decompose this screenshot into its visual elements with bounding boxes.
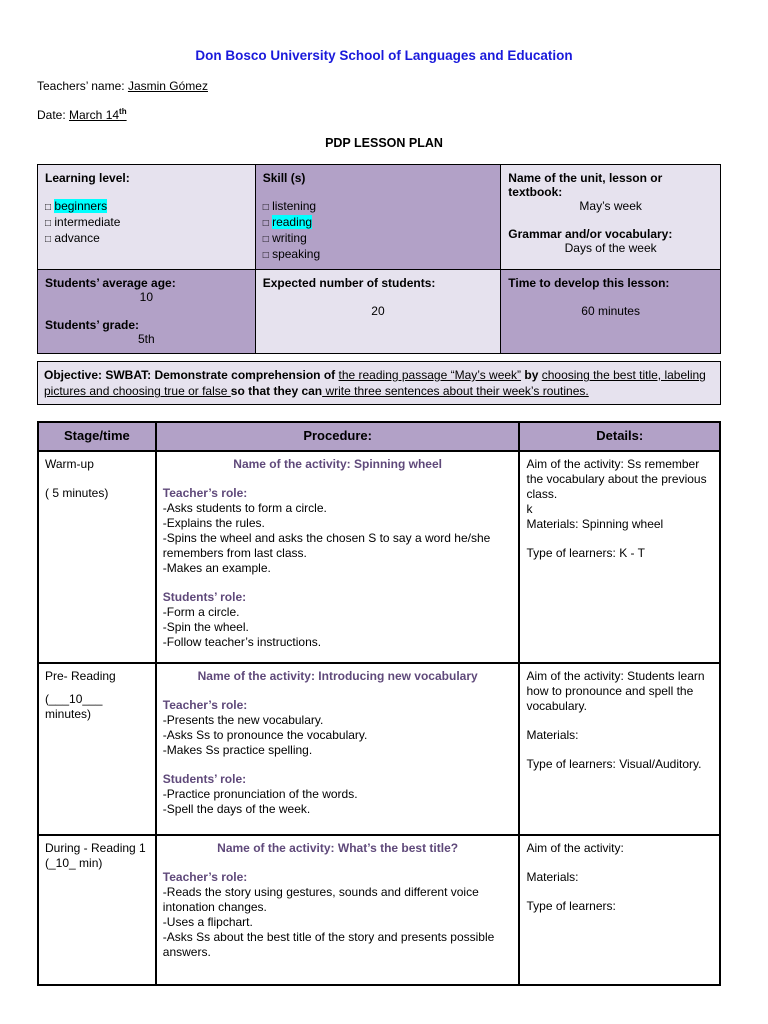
materials-text: Materials: Spinning wheel <box>526 517 664 531</box>
header-stage: Stage/time <box>38 422 156 451</box>
learning-level-label: Learning level: <box>45 171 130 185</box>
age-grade-cell <box>38 270 256 354</box>
date-line <box>37 107 127 122</box>
expected-label: Expected number of students: <box>262 276 436 290</box>
learners-text: Type of learners: <box>526 899 616 913</box>
learners-text: Type of learners: K - T <box>526 546 645 560</box>
procedure-cell <box>156 663 520 835</box>
teacher-name-label: Teachers’ name: <box>37 79 128 93</box>
expected-cell <box>255 270 501 354</box>
unit-value: May’s week <box>579 199 642 213</box>
list-item: -Asks students to form a circle. <box>162 501 327 515</box>
teacher-name-value: Jasmin Gómez <box>127 79 208 93</box>
list-item: -Explains the rules. <box>162 516 265 530</box>
institution-title: Don Bosco University School of Languages and Education <box>195 48 573 63</box>
objective-box <box>37 361 721 405</box>
materials-text: Materials: <box>526 728 579 742</box>
aim-text: Aim of the activity: <box>526 841 624 855</box>
age-value: 10 <box>139 290 154 304</box>
learners-text: Type of learners: Visual/Auditory. <box>526 757 702 771</box>
list-item: -Practice pronunciation of the words. <box>162 787 358 801</box>
unit-cell <box>501 165 721 270</box>
teacher-name-line <box>37 79 208 93</box>
table-row <box>38 663 720 835</box>
header-details: Details: <box>519 422 720 451</box>
level-option: □ beginners <box>45 199 108 213</box>
list-item: -Asks Ss to pronounce the vocabulary. <box>162 728 368 742</box>
details-cell <box>519 663 720 835</box>
skill-cell <box>255 165 501 270</box>
grade-value: 5th <box>138 332 155 346</box>
unit-label: Name of the unit, lesson or textbook: <box>508 171 663 199</box>
level-option: □ intermediate <box>45 215 121 229</box>
list-item: -Uses a flipchart. <box>162 915 253 929</box>
table-row <box>38 451 720 663</box>
teacher-role-label: Teacher’s role: <box>162 698 248 712</box>
expected-value: 20 <box>371 304 385 318</box>
skill-label: Skill (s) <box>262 171 306 185</box>
grade-label: Students’ grade: <box>45 318 140 332</box>
list-item: -Spell the days of the week. <box>162 802 311 816</box>
activity-name: Name of the activity: Spinning wheel <box>233 457 442 471</box>
activity-name: Name of the activity: What’s the best title? <box>217 841 459 855</box>
grammar-label: Grammar and/or vocabulary: <box>508 227 673 241</box>
info-table <box>37 164 721 354</box>
list-item: -Reads the story using gestures, sounds and different voice intonation changes. <box>162 885 479 914</box>
materials-text: Materials: <box>526 870 579 884</box>
list-item: -Makes Ss practice spelling. <box>162 743 313 757</box>
time-value: 60 minutes <box>581 304 640 318</box>
procedure-cell <box>156 451 520 663</box>
time-label: Time to develop this lesson: <box>508 276 670 290</box>
details-cell <box>519 835 720 985</box>
teacher-role-label: Teacher’s role: <box>162 870 248 884</box>
aim-text: Aim of the activity: Ss remember the vocabulary about the previous class. <box>526 457 707 501</box>
time-cell <box>501 270 721 354</box>
table-row <box>38 835 720 985</box>
list-item: -Makes an example. <box>162 561 271 575</box>
teacher-role-label: Teacher’s role: <box>162 486 248 500</box>
learning-level-cell <box>38 165 256 270</box>
skill-option: □ speaking <box>262 247 321 261</box>
header-procedure: Procedure: <box>156 422 520 451</box>
stage-cell: During - Reading 1 (_10_ min) <box>38 835 156 985</box>
skill-option: □ writing <box>262 231 307 245</box>
plan-title: PDP LESSON PLAN <box>325 136 443 150</box>
list-item: -Presents the new vocabulary. <box>162 713 324 727</box>
grammar-value: Days of the week <box>564 241 657 255</box>
activity-name: Name of the activity: Introducing new vocabulary <box>197 669 478 683</box>
list-item: -Spins the wheel and asks the chosen S to say a word he/she remembers from last class. <box>162 531 491 560</box>
list-item: -Spin the wheel. <box>162 620 249 634</box>
level-option: □ advance <box>45 231 100 245</box>
age-label: Students’ average age: <box>45 276 176 290</box>
list-item: -Follow teacher’s instructions. <box>162 635 322 649</box>
objective-text: Objective: SWBAT: Demonstrate comprehension of the reading passage “May’s week” by choosing the best title, labeling pictures and choosing true or false so that they can write three sentences about their week’s routines. <box>38 362 721 405</box>
date-label: Date: <box>37 108 70 122</box>
skill-option: □ listening <box>262 199 317 213</box>
stage-cell: Warm-up ( 5 minutes) <box>38 451 156 663</box>
list-item: -Asks Ss about the best title of the story and presents possible answers. <box>162 930 495 959</box>
date-value: March 14th <box>69 107 127 122</box>
list-item: -Form a circle. <box>162 605 240 619</box>
aim-text: Aim of the activity: Students learn how to pronounce and spell the vocabulary. <box>526 669 705 713</box>
stage-cell: Pre- Reading (___10___ minutes) <box>38 663 156 835</box>
table-header-row <box>38 422 720 451</box>
details-cell: Aim of the activity: Ss remember the vocabulary about the previous class. k Materials: Spinning wheel Type of learners: K - T <box>519 451 720 663</box>
skill-option: □ reading <box>262 215 313 229</box>
procedure-table <box>37 421 721 986</box>
procedure-cell <box>156 835 520 985</box>
students-role-label: Students’ role: <box>162 772 247 786</box>
students-role-label: Students’ role: <box>162 590 247 604</box>
